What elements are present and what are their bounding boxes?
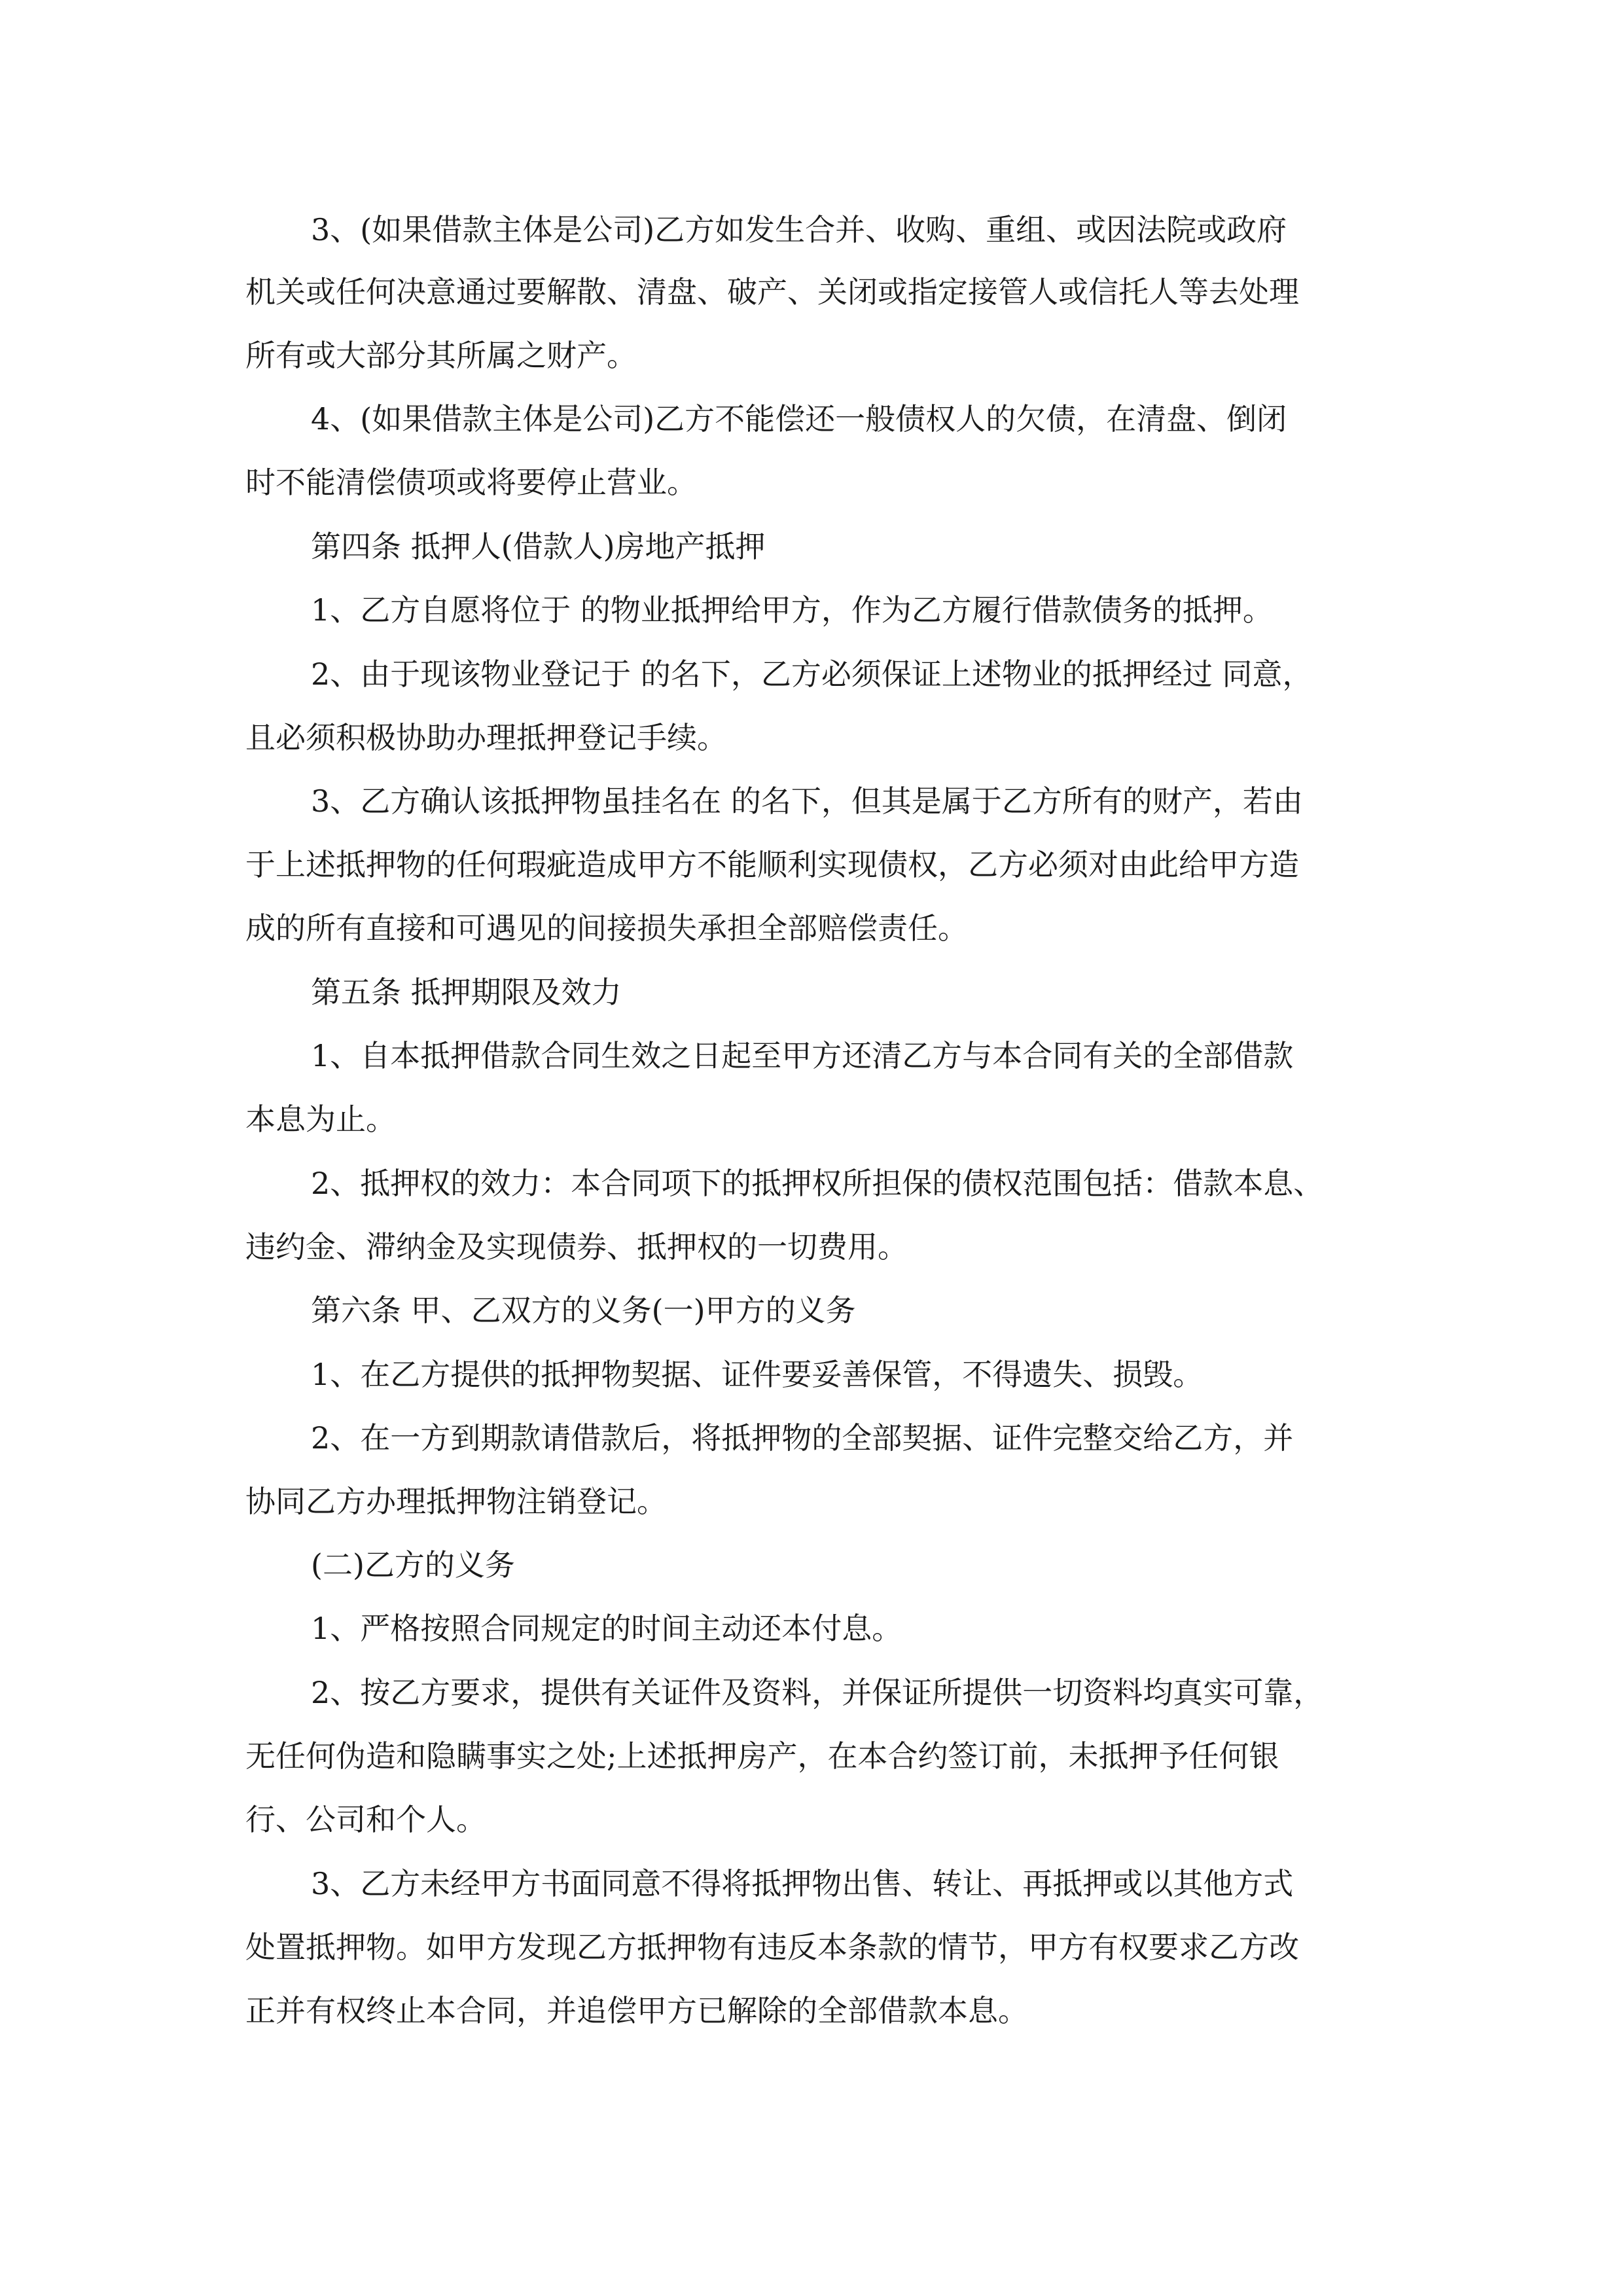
paragraph-line: 处置抵押物。如甲方发现乙方抵押物有违反本条款的情节，甲方有权要求乙方改 xyxy=(245,1929,1299,1965)
paragraph-line: 2、抵押权的效力：本合同项下的抵押权所担保的债权范围包括：借款本息、 xyxy=(311,1166,1324,1201)
paragraph-line: 所有或大部分其所属之财产。 xyxy=(245,338,637,373)
paragraph-line: 成的所有直接和可遇见的间接损失承担全部赔偿责任。 xyxy=(245,910,968,946)
paragraph-line: 协同乙方办理抵押物注销登记。 xyxy=(245,1484,667,1519)
article-heading: 第四条 抵押人(借款人)房地产抵押 xyxy=(311,529,766,564)
paragraph-line: 正并有权终止本合同，并追偿甲方已解除的全部借款本息。 xyxy=(245,1993,1028,2028)
paragraph-line: 2、在一方到期款请借款后，将抵押物的全部契据、证件完整交给乙方，并 xyxy=(311,1420,1294,1456)
paragraph-line: 机关或任何决意通过要解散、清盘、破产、关闭或指定接管人或信托人等去处理 xyxy=(245,274,1299,310)
paragraph-line: 4、(如果借款主体是公司)乙方不能偿还一般债权人的欠债，在清盘、倒闭 xyxy=(311,401,1287,437)
paragraph-line: 于上述抵押物的任何瑕疵造成甲方不能顺利实现债权，乙方必须对由此给甲方造 xyxy=(245,847,1299,882)
paragraph-line: 2、按乙方要求，提供有关证件及资料，并保证所提供一切资料均真实可靠， xyxy=(311,1675,1324,1710)
paragraph-line: 3、乙方确认该抵押物虽挂名在 的名下，但其是属于乙方所有的财产，若由 xyxy=(311,783,1303,819)
paragraph-line: 行、公司和个人。 xyxy=(245,1802,486,1837)
article-heading: 第五条 抵押期限及效力 xyxy=(311,975,622,1010)
paragraph-line: 2、由于现该物业登记于 的名下，乙方必须保证上述物业的抵押经过 同意， xyxy=(311,656,1313,692)
section-heading: (二)乙方的义务 xyxy=(311,1547,515,1583)
paragraph-line: 本息为止。 xyxy=(245,1102,396,1137)
article-heading: 第六条 甲、乙双方的义务(一)甲方的义务 xyxy=(311,1293,856,1328)
paragraph-line: 3、乙方未经甲方书面同意不得将抵押物出售、转让、再抵押或以其他方式 xyxy=(311,1866,1294,1901)
paragraph-line: 无任何伪造和隐瞒事实之处;上述抵押房产，在本合约签订前，未抵押予任何银 xyxy=(245,1738,1279,1774)
paragraph-line: 违约金、滞纳金及实现债券、抵押权的一切费用。 xyxy=(245,1229,908,1265)
paragraph-line: 3、(如果借款主体是公司)乙方如发生合并、收购、重组、或因法院或政府 xyxy=(311,212,1287,247)
paragraph-line: 1、自本抵押借款合同生效之日起至甲方还清乙方与本合同有关的全部借款 xyxy=(311,1038,1294,1073)
paragraph-line: 1、严格按照合同规定的时间主动还本付息。 xyxy=(311,1611,902,1646)
paragraph-line: 时不能清偿债项或将要停止营业。 xyxy=(245,465,697,500)
paragraph-line: 且必须积极协助办理抵押登记手续。 xyxy=(245,720,727,755)
paragraph-line: 1、在乙方提供的抵押物契据、证件要妥善保管，不得遗失、损毁。 xyxy=(311,1357,1204,1392)
paragraph-line: 1、乙方自愿将位于 的物业抵押给甲方，作为乙方履行借款债务的抵押。 xyxy=(311,592,1273,628)
